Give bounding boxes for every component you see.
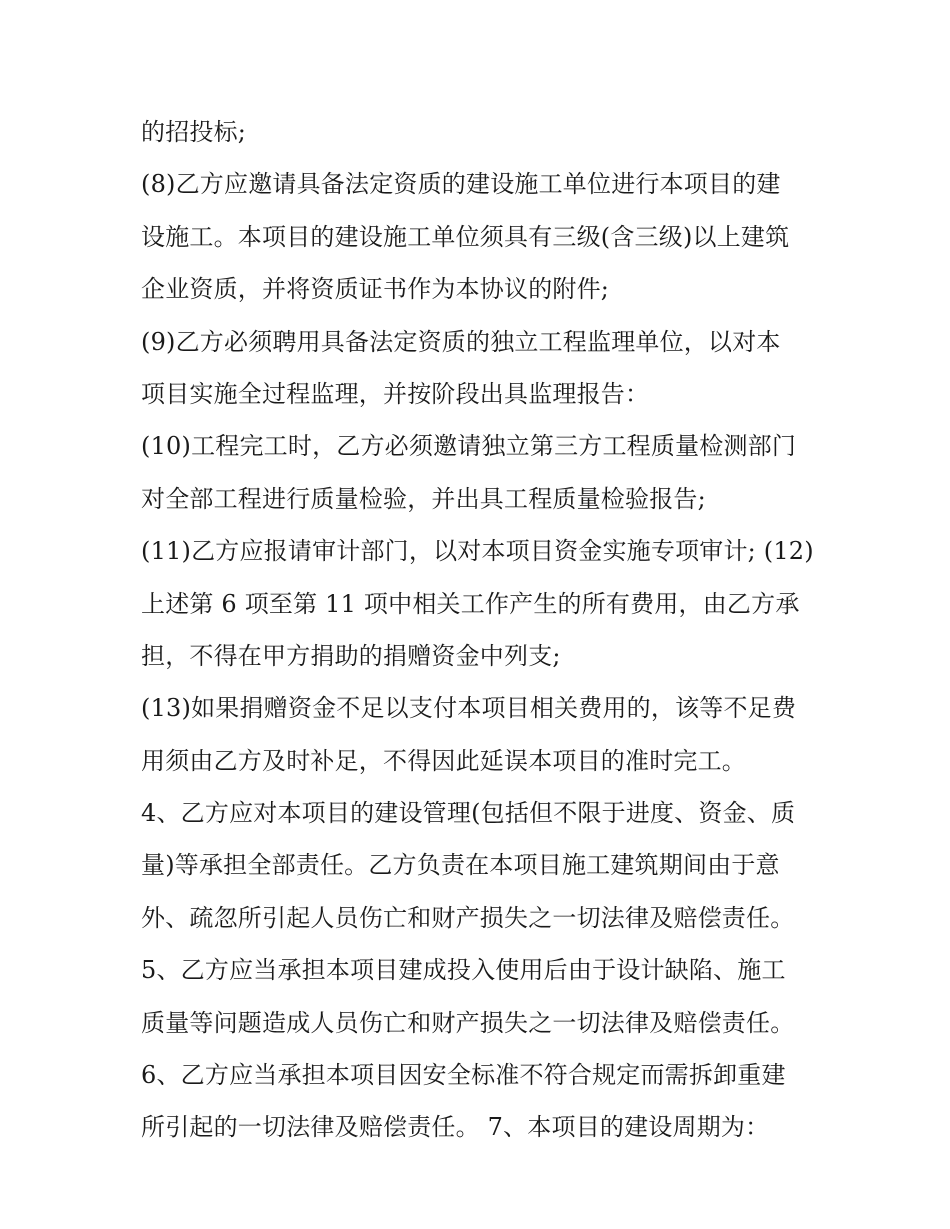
text-line: 项目实施全过程监理，并按阶段出具监理报告：	[141, 379, 650, 408]
text-line: 对全部工程进行质量检验，并出具工程质量检验报告;	[141, 484, 706, 513]
text-line: 5、乙方应当承担本项目建成投入使用后由于设计缺陷、施工	[141, 956, 786, 985]
text-line: (13)如果捐赠资金不足以支付本项目相关费用的，该等不足费	[141, 694, 797, 723]
text-line: 外、疏忽所引起人员伤亡和财产损失之一切法律及赔偿责任。	[141, 903, 795, 932]
text-line: 用须由乙方及时补足，不得因此延误本项目的准时完工。	[141, 746, 746, 775]
text-line: 4、乙方应对本项目的建设管理(包括但不限于进度、资金、质	[141, 799, 796, 828]
text-line: 所引起的一切法律及赔偿责任。 7、本项目的建设周期为：	[141, 1113, 770, 1142]
text-line: 设施工。本项目的建设施工单位须具有三级(含三级)以上建筑	[141, 222, 790, 251]
text-line: (9)乙方必须聘用具备法定资质的独立工程监理单位，以对本	[141, 327, 781, 356]
text-line: 量)等承担全部责任。乙方负责在本项目施工建筑期间由于意	[141, 851, 780, 880]
text-line: 企业资质，并将资质证书作为本协议的附件;	[141, 275, 610, 304]
text-line: 上述第 6 项至第 11 项中相关工作产生的所有费用，由乙方承	[141, 589, 800, 618]
text-line: (8)乙方应邀请具备法定资质的建设施工单位进行本项目的建	[141, 170, 781, 199]
text-line: 6、乙方应当承担本项目因安全标准不符合规定而需拆卸重建	[141, 1061, 786, 1090]
text-line: (11)乙方应报请审计部门，以对本项目资金实施专项审计; (12)	[141, 537, 814, 566]
text-line: 担，不得在甲方捐助的捐赠资金中列支;	[141, 641, 561, 670]
text-line: 的招投标;	[141, 118, 247, 146]
text-line: (10)工程完工时，乙方必须邀请独立第三方工程质量检测部门	[141, 432, 797, 461]
text-line: 质量等问题造成人员伤亡和财产损失之一切法律及赔偿责任。	[141, 1008, 795, 1037]
document-body	[141, 106, 821, 1154]
